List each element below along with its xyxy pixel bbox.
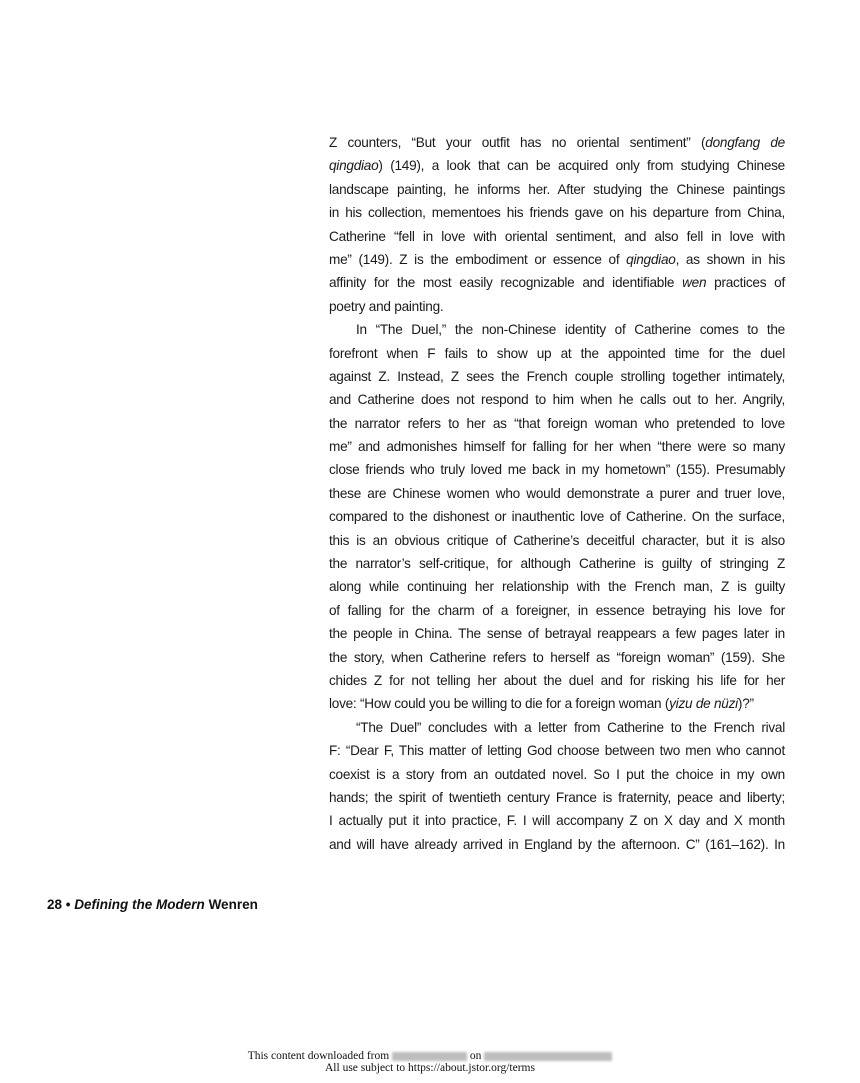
text-run: me” and admonishes himself for falling for her when “there were so many bbox=[329, 439, 785, 455]
text-run: )?” bbox=[737, 696, 754, 712]
text-line bbox=[329, 435, 785, 458]
book-title-roman: Wenren bbox=[208, 897, 258, 912]
text-line bbox=[329, 505, 785, 528]
text-run: me” (149). Z is the embodiment or essence of bbox=[329, 251, 627, 267]
text-line bbox=[329, 646, 785, 669]
text-run: forefront when F fails to show up at the appointed time for the duel bbox=[329, 345, 785, 361]
text-line bbox=[329, 318, 785, 341]
download-line bbox=[0, 1050, 860, 1062]
text-line bbox=[329, 458, 785, 481]
italic-term: qingdiao bbox=[626, 251, 676, 267]
text-run: in his collection, mementoes his friends gave on his departure from China, bbox=[329, 205, 785, 221]
download-on: on bbox=[469, 1050, 482, 1062]
text-line bbox=[329, 248, 785, 271]
text-line bbox=[329, 225, 785, 248]
text-line bbox=[329, 365, 785, 388]
italic-term: dongfang de bbox=[705, 135, 785, 150]
text-line bbox=[329, 575, 785, 598]
text-line bbox=[329, 295, 785, 318]
text-line bbox=[329, 622, 785, 645]
text-line bbox=[329, 669, 785, 692]
text-run: ) (149), a look that can be acquired only from studying Chinese bbox=[378, 158, 785, 174]
text-run: , as shown in his bbox=[675, 251, 785, 267]
text-run: love: “How could you be willing to die for a foreign woman ( bbox=[329, 696, 670, 712]
text-line bbox=[329, 131, 785, 154]
text-run: chides Z for not telling her about the duel and for risking his life for her bbox=[329, 672, 785, 688]
text-line bbox=[329, 809, 785, 832]
text-run: compared to the dishonest or inauthentic love of Catherine. On the surface, bbox=[329, 509, 785, 525]
text-line bbox=[329, 529, 785, 552]
text-line bbox=[329, 599, 785, 622]
text-run: the people in China. The sense of betrayal reappears a few pages later in bbox=[329, 626, 785, 642]
jstor-download-notice bbox=[0, 1050, 860, 1074]
italic-term: yizu de nüzi bbox=[669, 696, 738, 712]
running-footer bbox=[47, 897, 258, 912]
italic-term: wen bbox=[682, 275, 707, 291]
text-run: hands; the spirit of twentieth century France is fraternity, peace and liberty; bbox=[329, 789, 785, 805]
text-run: these are Chinese women who would demonstrate a purer and truer love, bbox=[329, 485, 785, 501]
text-line bbox=[329, 271, 785, 294]
text-run: the story, when Catherine refers to herself as “foreign woman” (159). She bbox=[329, 649, 785, 665]
text-run: practices of bbox=[706, 275, 785, 291]
text-run: poetry and painting. bbox=[329, 298, 444, 314]
text-line bbox=[329, 342, 785, 365]
text-run: against Z. Instead, Z sees the French couple strolling together intimately, bbox=[329, 368, 785, 384]
text-run: Catherine “fell in love with oriental sentiment, and also fell in love with bbox=[329, 228, 785, 244]
text-run: affinity for the most easily recognizable and identifiable bbox=[329, 275, 683, 291]
text-run: and Catherine does not respond to him when he calls out to her. Angrily, bbox=[329, 392, 785, 408]
terms-line: All use subject to https://about.jstor.org/terms bbox=[325, 1062, 535, 1074]
redacted-timestamp bbox=[484, 1052, 612, 1061]
italic-term: qingdiao bbox=[329, 158, 379, 174]
text-line bbox=[329, 552, 785, 575]
text-line bbox=[329, 739, 785, 762]
text-run: along while continuing her relationship with the French man, Z is guilty bbox=[329, 579, 785, 595]
page-number: 28 bbox=[47, 897, 63, 912]
text-run: In “The Duel,” the non-Chinese identity of Catherine comes to the bbox=[356, 322, 785, 338]
text-run: the narrator refers to her as “that foreign woman who pretended to love bbox=[329, 415, 785, 431]
text-line bbox=[329, 482, 785, 505]
text-line bbox=[329, 412, 785, 435]
text-run: of falling for the charm of a foreigner, in essence betraying his love for bbox=[329, 602, 785, 618]
text-line bbox=[329, 716, 785, 739]
text-run: “The Duel” concludes with a letter from Catherine to the French rival bbox=[356, 719, 785, 735]
text-run: Z counters, “But your outfit has no oriental sentiment” ( bbox=[329, 135, 706, 150]
separator-bullet: • bbox=[65, 897, 71, 912]
download-prefix: This content downloaded from bbox=[247, 1050, 390, 1062]
text-line bbox=[329, 786, 785, 809]
text-run: F: “Dear F, This matter of letting God choose between two men who cannot bbox=[329, 743, 785, 759]
text-line bbox=[329, 178, 785, 201]
text-run: and will have already arrived in England by the afternoon. C” (161–162). In bbox=[329, 836, 785, 852]
book-title-italic: Defining the Modern bbox=[74, 897, 205, 912]
text-run: landscape painting, he informs her. After studying the Chinese paintings bbox=[329, 181, 785, 197]
text-line bbox=[329, 833, 785, 856]
text-run: close friends who truly loved me back in my hometown” (155). Presumably bbox=[329, 462, 785, 478]
text-run: this is an obvious critique of Catherine’s deceitful character, but it is also bbox=[329, 532, 785, 548]
body-text bbox=[329, 131, 785, 856]
redacted-ip bbox=[392, 1052, 467, 1061]
text-line bbox=[329, 388, 785, 411]
text-line bbox=[329, 201, 785, 224]
text-run: coexist is a story from an outdated novel. So I put the choice in my own bbox=[329, 766, 785, 782]
text-run: I actually put it into practice, F. I will accompany Z on X day and X month bbox=[329, 813, 785, 829]
text-line bbox=[329, 692, 785, 715]
text-line bbox=[329, 763, 785, 786]
text-run: the narrator’s self-critique, for although Catherine is guilty of stringing Z bbox=[329, 556, 785, 572]
text-line bbox=[329, 154, 785, 177]
